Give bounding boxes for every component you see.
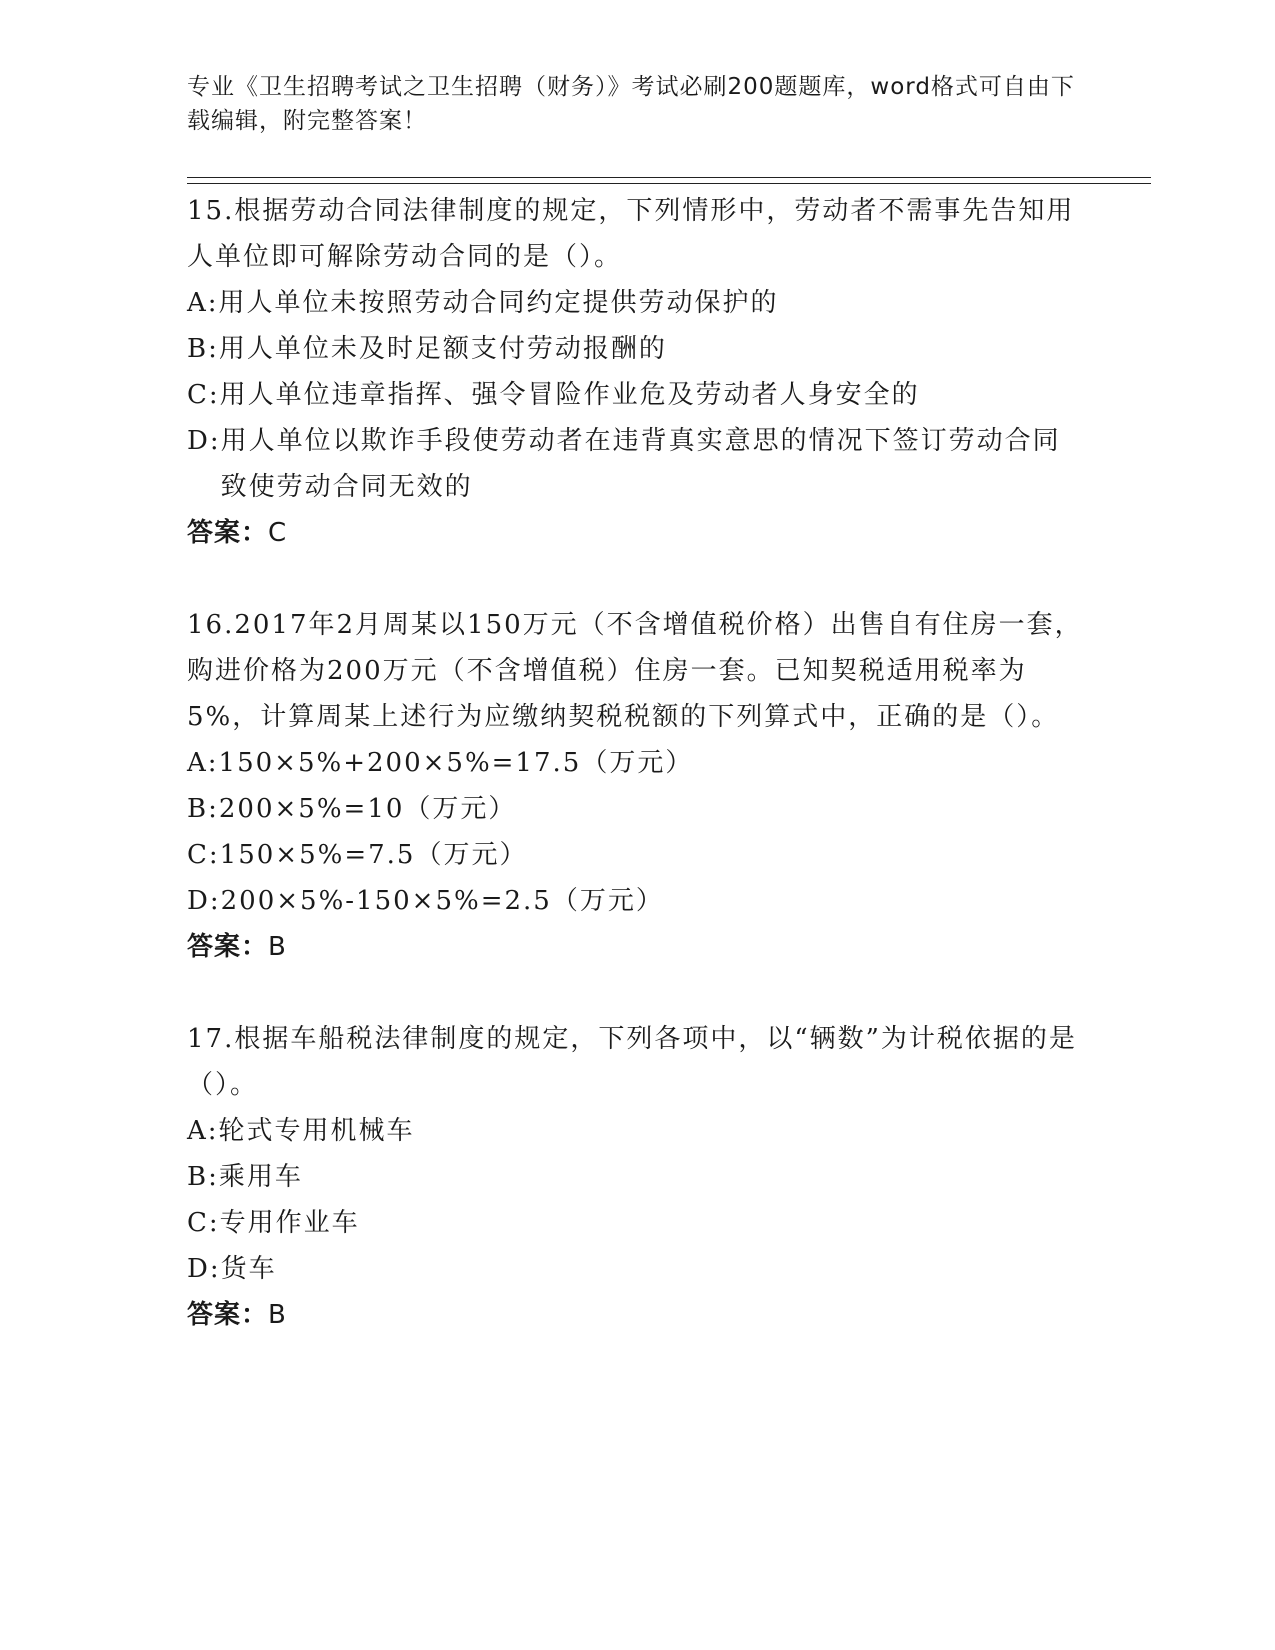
option-a [187, 280, 1087, 326]
option-a [187, 1108, 1087, 1154]
option-d [187, 418, 1087, 510]
option-text: 150×5%+200×5%=17.5（万元） [218, 748, 694, 778]
option-text: 用人单位未及时足额支付劳动报酬的 [218, 334, 667, 364]
question-17 [187, 1016, 1087, 1338]
option-letter: D: [187, 426, 221, 456]
option-letter: C: [187, 380, 220, 410]
option-b [187, 786, 1087, 832]
option-text: 专用作业车 [219, 1208, 360, 1238]
answer-value: B [268, 1300, 287, 1330]
option-c [187, 1200, 1087, 1246]
header-rule-bottom [187, 183, 1151, 184]
option-text: 150×5%=7.5（万元） [219, 840, 528, 870]
option-d [187, 1246, 1087, 1292]
question-text: 15.根据劳动合同法律制度的规定，下列情形中，劳动者不需事先告知用人单位即可解除劳动合同的是（）。 [187, 196, 1075, 272]
option-letter: A: [187, 288, 219, 318]
question-list [187, 188, 1087, 1338]
option-c [187, 832, 1087, 878]
question-16 [187, 602, 1087, 970]
option-text: 用人单位以欺诈手段使劳动者在违背真实意思的情况下签订劳动合同致使劳动合同无效的 [220, 426, 1061, 502]
option-letter: C: [187, 840, 220, 870]
option-text: 用人单位违章指挥、强令冒险作业危及劳动者人身安全的 [219, 380, 920, 410]
option-text: 轮式专用机械车 [218, 1116, 415, 1146]
answer-value: B [268, 932, 287, 962]
option-text: 200×5%=10（万元） [218, 794, 517, 824]
option-text: 货车 [220, 1254, 277, 1284]
question-spacer [187, 556, 1087, 602]
option-c [187, 372, 1087, 418]
option-letter: B: [187, 334, 219, 364]
question-text: 16.2017年2月周某以150万元（不含增值税价格）出售自有住房一套，购进价格为200万元（不含增值税）住房一套。已知契税适用税率为5%，计算周某上述行为应缴纳契税税额的下列算式中，正确的是（）。 [187, 610, 1083, 732]
answer-value: C [268, 518, 288, 548]
answer-line [187, 1292, 1087, 1338]
option-letter: C: [187, 1208, 220, 1238]
answer-label: 答案： [187, 1300, 269, 1330]
option-b [187, 326, 1087, 372]
option-text: 用人单位未按照劳动合同约定提供劳动保护的 [218, 288, 779, 318]
question-text: 17.根据车船税法律制度的规定，下列各项中，以“辆数”为计税依据的是（）。 [187, 1024, 1077, 1100]
answer-line [187, 924, 1087, 970]
option-letter: B: [187, 794, 219, 824]
option-letter: A: [187, 1116, 219, 1146]
question-15 [187, 188, 1087, 556]
document-header: 专业《卫生招聘考试之卫生招聘（财务）》考试必刷200题题库，word格式可自由下载编辑，附完整答案！ [187, 74, 1075, 134]
option-letter: D: [187, 886, 221, 916]
option-b [187, 1154, 1087, 1200]
question-spacer [187, 970, 1087, 1016]
option-letter: D: [187, 1254, 221, 1284]
header-rule-top [187, 177, 1151, 178]
answer-label: 答案： [187, 518, 269, 548]
option-a [187, 740, 1087, 786]
option-text: 乘用车 [218, 1162, 303, 1192]
option-text: 200×5%-150×5%=2.5（万元） [220, 886, 664, 916]
option-letter: B: [187, 1162, 219, 1192]
option-letter: A: [187, 748, 219, 778]
answer-label: 答案： [187, 932, 269, 962]
option-d [187, 878, 1087, 924]
answer-line [187, 510, 1087, 556]
